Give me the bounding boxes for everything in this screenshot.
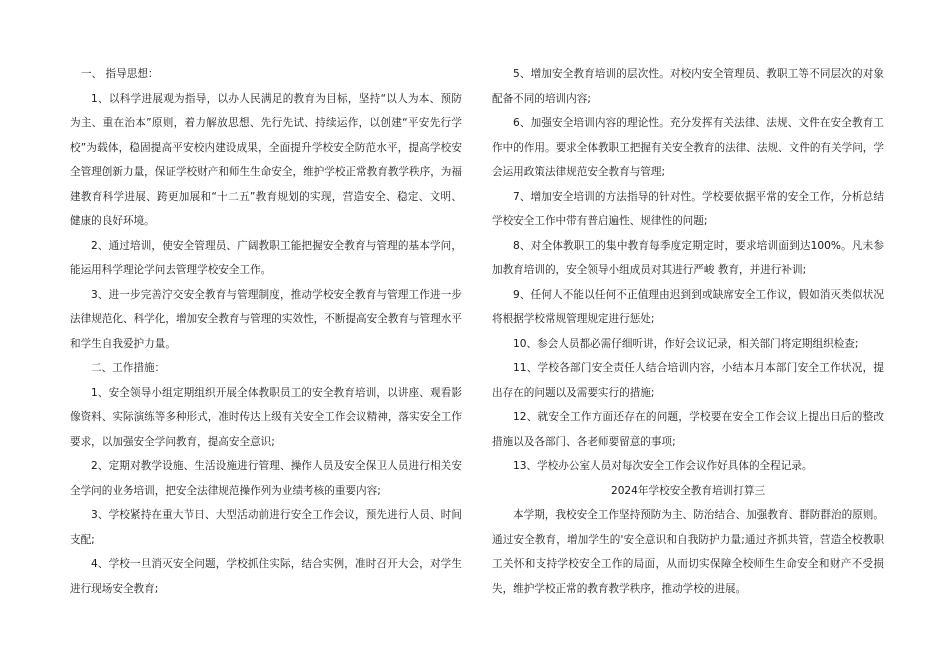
paragraph: 8、对全体教职工的集中教育每季度定期定时，要求培训面到达100%。凡未参加教育培训的，安全领导小组成员对其进行严峻 教育，并进行补训;	[492, 239, 884, 276]
section-heading-work-measures: 二、工作措施：	[91, 362, 166, 374]
paragraph: 6、加强安全培训内容的理论性。充分发挥有关法律、法规、文件在安全教育工作中的作用。要求全体教职工把握有关安全教育的法律、法规、文件的有关学问，学会运用政策法律规范安全教育与管理;	[492, 117, 884, 178]
paragraph: 12、就安全工作方面还存在的问题，学校要在安全工作会议上提出日后的整改措施以及各部门、各老师要留意的事项;	[492, 411, 884, 448]
paragraph: 11、学校各部门安全责任人结合培训内容，小结本月本部门安全工作状况，提出存在的问题以及需要实行的措施;	[492, 362, 884, 399]
paragraph: 3、学校紧持在重大节日、大型活动前进行安全工作会议，预先进行人员、时间支配;	[70, 509, 462, 546]
paragraph: 9、任何人不能以任何不正值理由迟到到或缺席安全工作议，假如消灭类似状况将根据学校常规管理规定进行惩处;	[492, 288, 884, 325]
right-column	[492, 62, 884, 601]
paragraph: 1、以科学进展观为指导，以办人民满足的教育为目标，坚持“以人为本、预防为主、重在治本”原则，着力解放思想、先行先试、持续运作，以创建“平安先行学校”为载体，稳固提高平安校内建设成果，全面提升学校安全防范水平，提高学校安全管理创新力量，保证学校财产和师生生命安全，维护学校正常教育教学秩序，为福建教育科学进展、跨更加展和“十二五”教育规划的实现，营造安全、稳定、文明、健康的良好环境。	[70, 92, 462, 227]
paragraph: 7、增加安全培训的方法指导的针对性。学校要依据平常的安全工作，分析总结学校安全工作中带有普启遍性、规律性的问题;	[492, 190, 884, 227]
paragraph: 2、通过培训，使安全管理员、广阔教职工能把握安全教育与管理的基本学问，能运用科学理论学问去管理学校安全工作。	[70, 239, 462, 276]
left-column	[70, 62, 462, 601]
section-heading-guiding-ideology: 一、 指导思想：	[81, 68, 159, 80]
paragraph: 13、学校办公室人员对每次安全工作会议作好具体的全程记录。	[513, 460, 813, 472]
section-title-plan-three: 2024年学校安全教育培训打算三	[610, 484, 766, 497]
paragraph: 5、增加安全教育培训的层次性。对校内安全管理员、教职工等不同层次的对象配备不同的培训内容;	[492, 68, 884, 105]
paragraph: 4、学校一旦消灭安全问题，学校抓住实际，结合实例，准时召开大会，对学生进行现场安全教育;	[70, 558, 462, 595]
paragraph: 本学期，我校安全工作坚持预防为主、防治结合、加强教育、群防群治的原则。通过安全教育，增加学生的'安全意识和自我防护力量;通过齐抓共管，营造全校教职工关怀和支持学校安全工作的局面，从而切实保障全校师生生命安全和财产不受损失，维护学校正常的教育教学秩序，推动学校的进展。	[492, 509, 884, 595]
paragraph: 3、进一步完善泞交安全教育与管理制度，推动学校安全教育与管理工作进一步法律规范化、科学化，增加安全教育与管理的实效性，不断提高安全教育与管理水平和学生自我爱护力量。	[70, 288, 462, 350]
paragraph: 10、参会人员都必需仔细听讲，作好会议记录，相关部门将定期组织检查;	[513, 337, 859, 350]
paragraph: 1、安全领导小组定期组织开展全体教职员工的安全教育培训，以讲座、观看影像资料、实际演练等多种形式，准时传达上级有关安全工作会议精神，落实安全工作要求，以加强安全学问教育，提高安全意识;	[70, 386, 462, 448]
paragraph: 2、定期对教学设施、生活设施进行管理、操作人员及安全保卫人员进行相关安全学问的业务培训，把安全法律规范操作列为业绩考核的重要内容;	[70, 460, 462, 497]
